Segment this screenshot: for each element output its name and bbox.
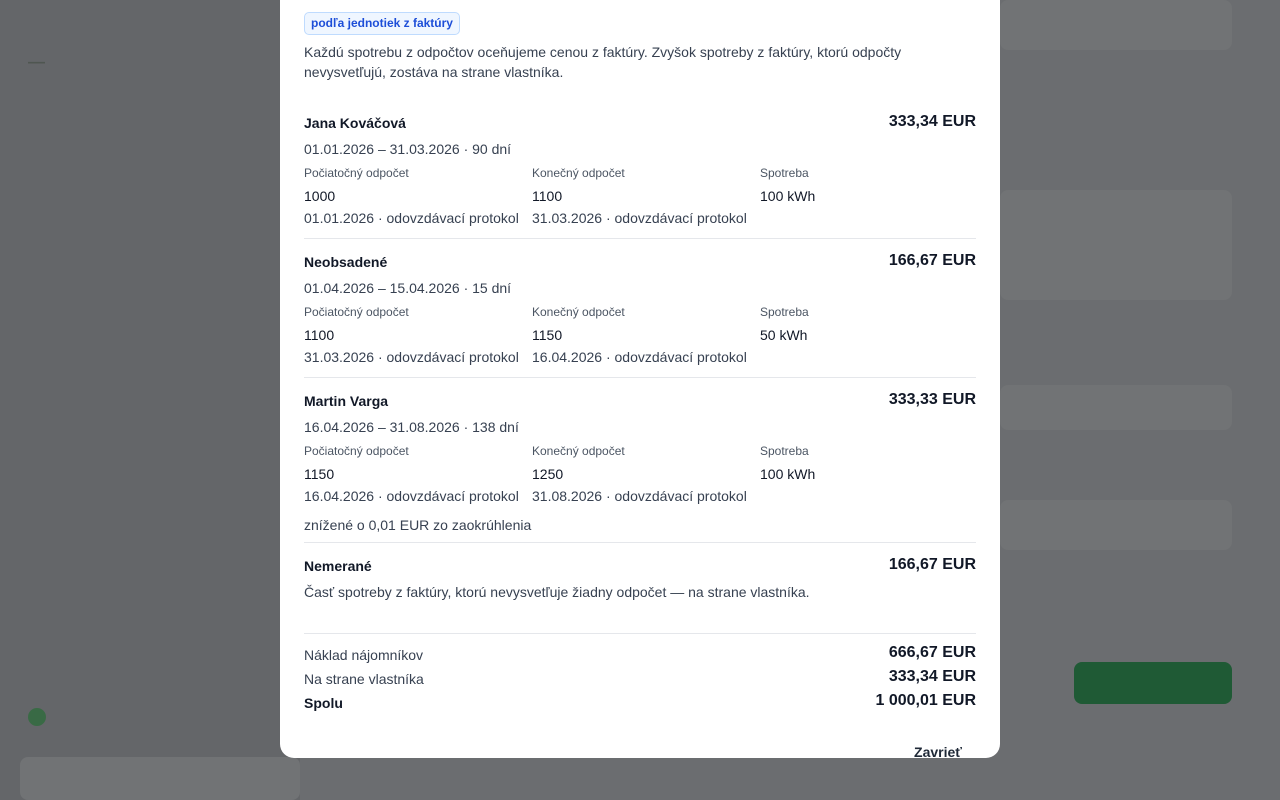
end-reading-source: 31.08.2026 · odovzdávací protokol [532, 488, 747, 504]
rounding-note: znížené o 0,01 EUR zo zaokrúhlenia [304, 517, 532, 533]
owner-cost-value: 333,34 EUR [888, 668, 976, 685]
entry-name: Nemerané [304, 558, 372, 574]
total-label: Spolu [304, 695, 343, 711]
end-reading-value: 1100 [532, 188, 563, 204]
tenants-cost-row [304, 643, 976, 665]
start-reading [304, 444, 519, 505]
backdrop-card [20, 757, 300, 800]
tenants-cost-value: 666,67 EUR [888, 644, 976, 661]
usage-label: Spotreba [760, 166, 809, 180]
usage-value: 100 kWh [760, 466, 816, 482]
entry-amount: 333,33 EUR [888, 391, 976, 408]
end-reading-label: Konečný odpočet [532, 166, 625, 180]
totals-section [304, 633, 976, 724]
start-reading [304, 166, 519, 227]
usage [760, 166, 815, 205]
total-value: 1 000,01 EUR [875, 692, 976, 709]
usage-value: 50 kWh [760, 327, 808, 343]
end-reading [532, 305, 747, 366]
usage-label: Spotreba [760, 305, 809, 319]
tenant-entry [304, 114, 976, 239]
start-reading [304, 305, 519, 366]
tenant-entry [304, 392, 976, 543]
entry-period: 01.04.2026 – 15.04.2026 · 15 dní [304, 280, 512, 296]
entry-amount: 333,34 EUR [888, 113, 976, 130]
owner-cost-label: Na strane vlastníka [304, 671, 424, 687]
end-reading-value: 1250 [532, 466, 564, 482]
entry-amount: 166,67 EUR [888, 252, 976, 269]
backdrop-card [1000, 0, 1232, 50]
intro-text: Každú spotrebu z odpočtov oceňujeme cenou z faktúry. Zvyšok spotreby z faktúry, ktorú odpočty nevysvetľujú, zostáva na strane vlastníka. [304, 44, 902, 80]
end-reading-label: Konečný odpočet [532, 305, 625, 319]
entry-period: 16.04.2026 – 31.08.2026 · 138 dní [304, 419, 519, 435]
start-reading-label: Počiatočný odpočet [304, 166, 409, 180]
allocation-detail-modal [280, 0, 1000, 758]
unmetered-entry [304, 557, 976, 633]
backdrop-card [1000, 190, 1232, 300]
start-reading-source: 31.03.2026 · odovzdávací protokol [304, 349, 519, 365]
backdrop-avatar [28, 708, 46, 726]
backdrop-card [1000, 385, 1232, 430]
end-reading [532, 444, 747, 505]
start-reading-label: Počiatočný odpočet [304, 305, 409, 319]
usage-value: 100 kWh [760, 188, 816, 204]
owner-cost-row [304, 667, 976, 689]
total-row [304, 691, 976, 713]
end-reading [532, 166, 747, 227]
start-reading-source: 16.04.2026 · odovzdávací protokol [304, 488, 519, 504]
usage-label: Spotreba [760, 444, 809, 458]
entry-name: Martin Varga [304, 393, 389, 409]
start-reading-label: Počiatočný odpočet [304, 444, 409, 458]
close-button[interactable]: Zavrieť [914, 744, 962, 758]
usage [760, 305, 809, 344]
method-badge: podľa jednotiek z faktúry [304, 12, 460, 35]
tenants-cost-label: Náklad nájomníkov [304, 647, 424, 663]
end-reading-source: 31.03.2026 · odovzdávací protokol [532, 210, 747, 226]
entry-amount: 166,67 EUR [888, 556, 976, 573]
end-reading-value: 1150 [532, 327, 563, 343]
entry-period: 01.01.2026 – 31.03.2026 · 90 dní [304, 141, 512, 157]
end-reading-label: Konečný odpočet [532, 444, 625, 458]
backdrop-primary-button [1074, 662, 1232, 704]
start-reading-source: 01.01.2026 · odovzdávací protokol [304, 210, 519, 226]
end-reading-source: 16.04.2026 · odovzdávací protokol [532, 349, 747, 365]
entry-name: Neobsadené [304, 254, 388, 270]
backdrop-text: — [28, 52, 45, 71]
backdrop-card [1000, 500, 1232, 550]
start-reading-value: 1150 [304, 466, 335, 482]
unmetered-description: Časť spotreby z faktúry, ktorú nevysvetľuje žiadny odpočet — na strane vlastníka. [304, 584, 810, 600]
entry-name: Jana Kováčová [304, 115, 406, 131]
tenant-entry [304, 253, 976, 378]
start-reading-value: 1100 [304, 327, 335, 343]
start-reading-value: 1000 [304, 188, 336, 204]
usage [760, 444, 815, 483]
sidebar-backdrop [0, 0, 300, 800]
